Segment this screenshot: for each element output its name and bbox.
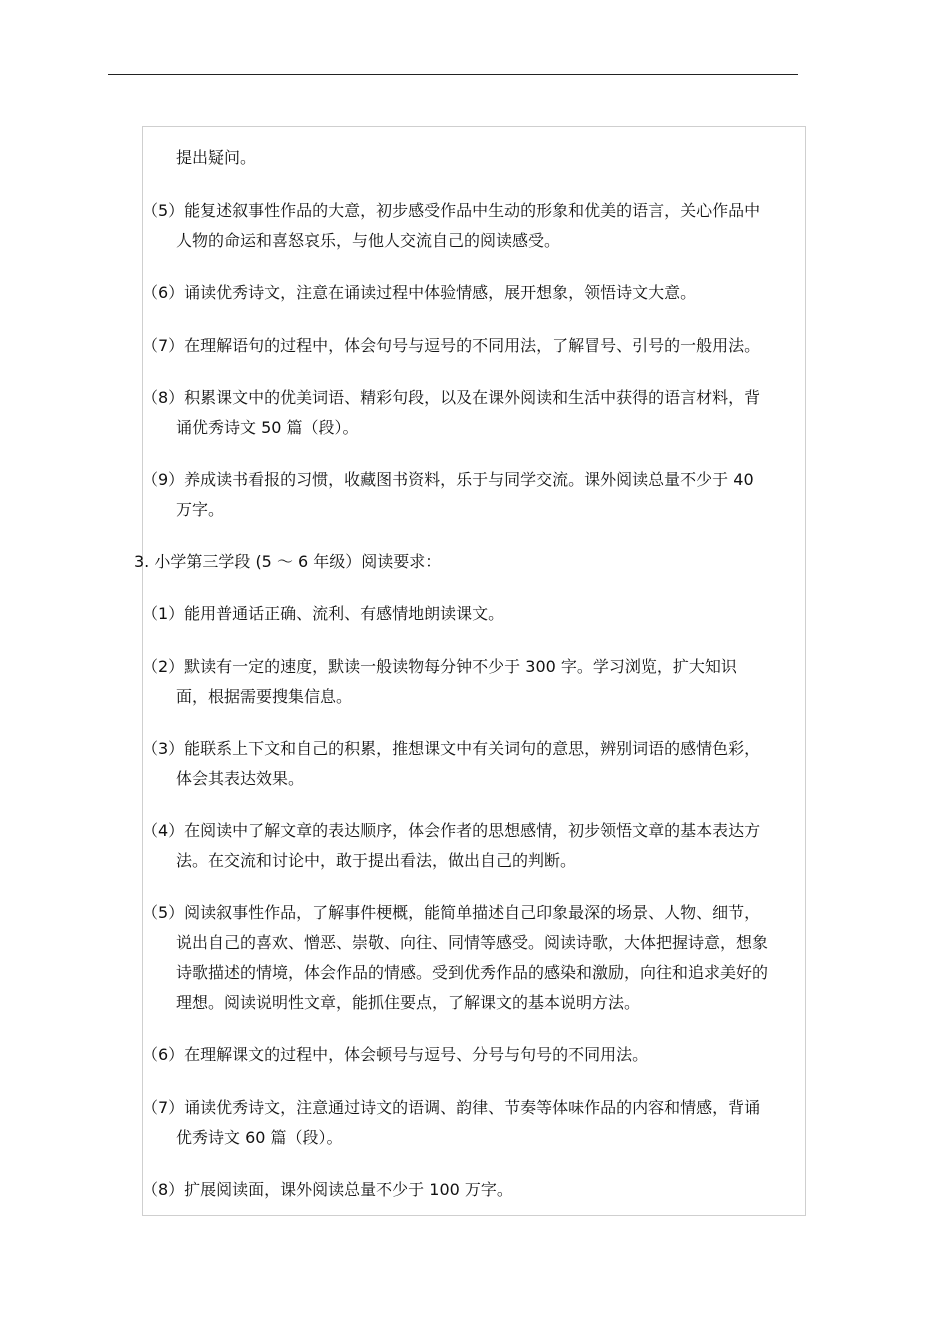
text-line: 诗歌描述的情境，体会作品的情感。受到优秀作品的感染和激励，向往和追求美好的: [176, 963, 769, 982]
paragraph: [142, 599, 504, 629]
paragraph: [142, 1093, 760, 1153]
text-line: （6）诵读优秀诗文，注意在诵读过程中体验情感，展开想象，领悟诗文大意。: [142, 283, 697, 302]
paragraph: [142, 816, 760, 876]
paragraph: [142, 331, 760, 361]
paragraph: [142, 278, 696, 308]
text-line: （7）在理解语句的过程中，体会句号与逗号的不同用法，了解冒号、引号的一般用法。: [142, 336, 761, 355]
text-line: （8）积累课文中的优美词语、精彩句段，以及在课外阅读和生活中获得的语言材料，背: [142, 388, 761, 407]
text-line: 3. 小学第三学段 (5 ～ 6 年级）阅读要求：: [134, 552, 442, 571]
text-line: （3）能联系上下文和自己的积累，推想课文中有关词句的意思，辨别词语的感情色彩，: [142, 739, 761, 758]
text-line: （2）默读有一定的速度，默读一般读物每分钟不少于 300 字。学习浏览，扩大知识: [142, 657, 737, 676]
text-line: 说出自己的喜欢、憎恶、崇敬、向往、同情等感受。阅读诗歌，大体把握诗意，想象: [176, 933, 769, 952]
text-line: 理想。阅读说明性文章，能抓住要点，了解课文的基本说明方法。: [176, 993, 641, 1012]
text-line: （5）阅读叙事性作品，了解事件梗概，能简单描述自己印象最深的场景、人物、细节，: [142, 903, 761, 922]
text-line: （8）扩展阅读面，课外阅读总量不少于 100 万字。: [142, 1180, 513, 1199]
paragraph: [142, 652, 737, 712]
text-line: （6）在理解课文的过程中，体会顿号与逗号、分号与句号的不同用法。: [142, 1045, 649, 1064]
header-rule: [108, 74, 798, 75]
text-line: （9）养成读书看报的习惯，收藏图书资料，乐于与同学交流。课外阅读总量不少于 40: [142, 470, 754, 489]
text-line: （1）能用普通话正确、流利、有感情地朗读课文。: [142, 604, 505, 623]
paragraph: [142, 1175, 513, 1205]
text-line: 万字。: [176, 500, 225, 519]
text-line: 诵优秀诗文 50 篇（段）。: [176, 418, 359, 437]
paragraph: [142, 196, 760, 256]
text-line: （4）在阅读中了解文章的表达顺序，体会作者的思想感情，初步领悟文章的基本表达方: [142, 821, 761, 840]
text-line: 法。在交流和讨论中，敢于提出看法，做出自己的判断。: [176, 851, 577, 870]
text-line: 人物的命运和喜怒哀乐，与他人交流自己的阅读感受。: [176, 231, 561, 250]
text-line: （5）能复述叙事性作品的大意，初步感受作品中生动的形象和优美的语言，关心作品中: [142, 201, 761, 220]
text-line: 面，根据需要搜集信息。: [176, 687, 353, 706]
text-line: （7）诵读优秀诗文，注意通过诗文的语调、韵律、节奏等体味作品的内容和情感，背诵: [142, 1098, 761, 1117]
section-heading: [134, 547, 441, 577]
paragraph: [142, 383, 760, 443]
text-line: 提出疑问。: [176, 148, 257, 167]
paragraph: [142, 734, 760, 794]
paragraph: [142, 465, 754, 525]
paragraph: [142, 1040, 648, 1070]
text-line: 体会其表达效果。: [176, 769, 305, 788]
text-line: 优秀诗文 60 篇（段）。: [176, 1128, 343, 1147]
paragraph: [142, 898, 768, 1018]
paragraph: [142, 143, 256, 173]
